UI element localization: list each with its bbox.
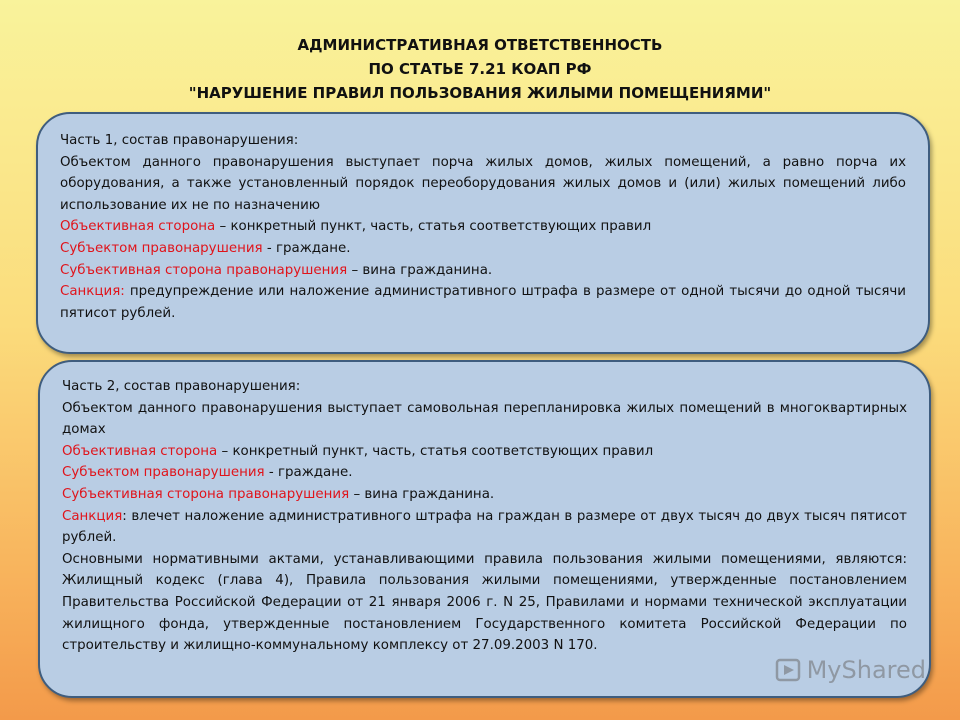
part1-heading: Часть 1, состав правонарушения: bbox=[60, 133, 299, 148]
part1-subjective-label: Субъективная сторона правонарушения bbox=[60, 262, 348, 278]
part1-subject-label: Субъектом правонарушения bbox=[60, 240, 263, 256]
part2-objective-label: Объективная сторона bbox=[62, 443, 218, 459]
part2-object-text: Объектом данного правонарушения выступает самовольная перепланировка жилых помещений в многоквартирных домах bbox=[62, 400, 907, 438]
part1-objective-text: – конкретный пункт, часть, статья соответствующих правил bbox=[215, 219, 652, 235]
part2-subjective-label: Субъективная сторона правонарушения bbox=[62, 486, 350, 502]
watermark-logo-icon bbox=[775, 657, 801, 683]
part1-objective-row bbox=[60, 216, 906, 238]
part1-subjective-row bbox=[60, 260, 906, 282]
part2-sanction-text: : влечет наложение административного штрафа на граждан в размере от двух тысяч до двух тысяч пятисот рублей. bbox=[62, 508, 907, 546]
part1-object-text: Объектом данного правонарушения выступает порча жилых домов, жилых помещений, а равно порча их оборудования, а также установленный порядок переоборудования жилых домов и (или) жилых помещений либо использование их не по назначению bbox=[60, 154, 906, 213]
part2-subjective-row bbox=[62, 484, 907, 506]
part1-panel bbox=[36, 112, 930, 354]
part1-sanction-text: предупреждение или наложение административного штрафа в размере от одной тысячи до одной тысячи пятисот рублей. bbox=[60, 284, 906, 321]
watermark bbox=[775, 656, 926, 684]
part2-objective-text: – конкретный пункт, часть, статья соответствующих правил bbox=[217, 443, 654, 459]
part2-sanction-label: Санкция bbox=[62, 508, 123, 524]
part2-subject-text: - граждане. bbox=[264, 465, 353, 481]
part1-subject-text: - граждане. bbox=[262, 240, 351, 256]
part1-sanction-row bbox=[60, 281, 906, 324]
part1-sanction-label: Санкция: bbox=[60, 284, 125, 300]
part2-subjective-text: – вина гражданина. bbox=[349, 486, 495, 502]
part2-subject-row bbox=[62, 462, 907, 484]
part1-subject-row bbox=[60, 238, 906, 260]
part2-acts-text: Основными нормативными актами, устанавливающими правила пользования жилыми помещениями, являются: Жилищный кодекс (глава 4), Правила пользования жилыми помещениями, утвержденные постановлением Правительства Российской Федерации от 21 января 2006 г. N 25, Правилами и нормами технической эксплуатации жилищного фонда, утвержденные постановлением Государственного комитета Российской Федерации по строительству и жилищно-коммунальному комплексу от 27.09.2003 N 170. bbox=[62, 551, 907, 654]
part2-subject-label: Субъектом правонарушения bbox=[62, 465, 265, 481]
part1-objective-label: Объективная сторона bbox=[60, 219, 216, 235]
part2-heading: Часть 2, состав правонарушения: bbox=[62, 379, 301, 394]
part2-sanction-row bbox=[62, 506, 907, 549]
title-line-3: "НАРУШЕНИЕ ПРАВИЛ ПОЛЬЗОВАНИЯ ЖИЛЫМИ ПОМЕЩЕНИЯМИ" bbox=[188, 84, 772, 102]
slide-title bbox=[0, 33, 960, 105]
title-line-2: ПО СТАТЬЕ 7.21 КОАП РФ bbox=[368, 60, 592, 78]
watermark-text: MyShared bbox=[806, 656, 926, 684]
part1-subjective-text: – вина гражданина. bbox=[347, 262, 493, 278]
title-line-1: АДМИНИСТРАТИВНАЯ ОТВЕТСТВЕННОСТЬ bbox=[297, 36, 663, 54]
part2-panel bbox=[38, 360, 931, 698]
part2-objective-row bbox=[62, 441, 907, 463]
